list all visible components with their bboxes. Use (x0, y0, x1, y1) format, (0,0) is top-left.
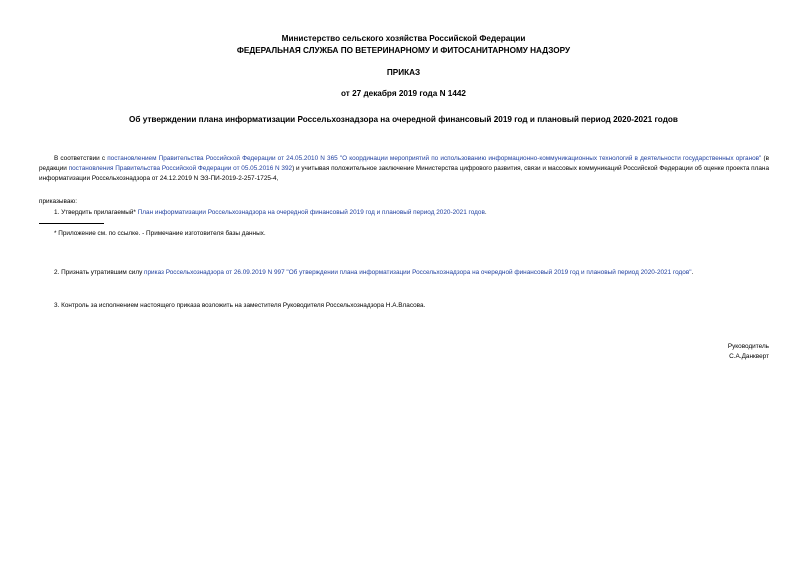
ministry-heading: Министерство сельского хозяйства Российской Федерации (281, 34, 526, 43)
resolution-392-link[interactable]: постановления Правительства Российской Федерации от 05.05.2016 N 392 (68, 165, 293, 172)
resolution-365-link[interactable]: постановлением Правительства Российской Федерации от 24.05.2010 N 365 "О координации мероприятий по использованию информационно-коммуникационных технологий в деятельности государственных органов" (107, 155, 762, 162)
order-997-link[interactable]: приказ Россельхознадзора от 26.09.2019 N 997 "Об утверждении плана информатизации Россельхознадзора на очередной финансовый 2019 год и плановый период 2020-2021 годов" (144, 269, 692, 276)
preamble-paragraph (39, 154, 769, 184)
footnote: * Приложение см. по ссылке. - Примечание изготовителя базы данных. (54, 230, 266, 237)
item-1 (39, 208, 769, 218)
item-2-text: 2. Признать утратившим силу (54, 269, 145, 276)
document-title: Об утверждении плана информатизации Россельхознадзора на очередной финансовый 2019 год и плановый период 2020-2021 годов (129, 115, 678, 124)
plan-link[interactable]: План информатизации Россельхознадзора на очередной финансовый 2019 год и плановый период 2020-2021 годов (137, 209, 485, 216)
preamble-text-2: (в редакции (39, 155, 769, 172)
resolve-line: приказываю: (39, 198, 77, 205)
document-date-number: от 27 декабря 2019 года N 1442 (341, 89, 466, 98)
footnote-divider (39, 223, 104, 224)
service-heading: ФЕДЕРАЛЬНАЯ СЛУЖБА ПО ВЕТЕРИНАРНОМУ И ФИТОСАНИТАРНОМУ НАДЗОРУ (236, 46, 571, 55)
item-1-text: 1. Утвердить прилагаемый* (54, 209, 138, 216)
signature-role: Руководитель (727, 343, 769, 350)
document-type: ПРИКАЗ (386, 68, 421, 77)
preamble-text-1: В соответствии с (54, 155, 108, 162)
item-3: 3. Контроль за исполнением настоящего приказа возложить на заместителя Руководителя Россельхознадзора Н.А.Власова. (54, 302, 426, 309)
item-1-end: . (484, 209, 487, 216)
signature-name: С.А.Данкверт (729, 353, 769, 360)
item-2-end: . (691, 269, 694, 276)
preamble-text-3: ) и учитывая положительное заключение Министерства цифрового развития, связи и массовых коммуникаций Российской Федерации об оценке проекта плана информатизации Россельхознадзора от 24.12.2019 N ЭЗ-ПИ-2019-2-257-1725-4, (39, 165, 769, 182)
item-2 (39, 268, 769, 278)
